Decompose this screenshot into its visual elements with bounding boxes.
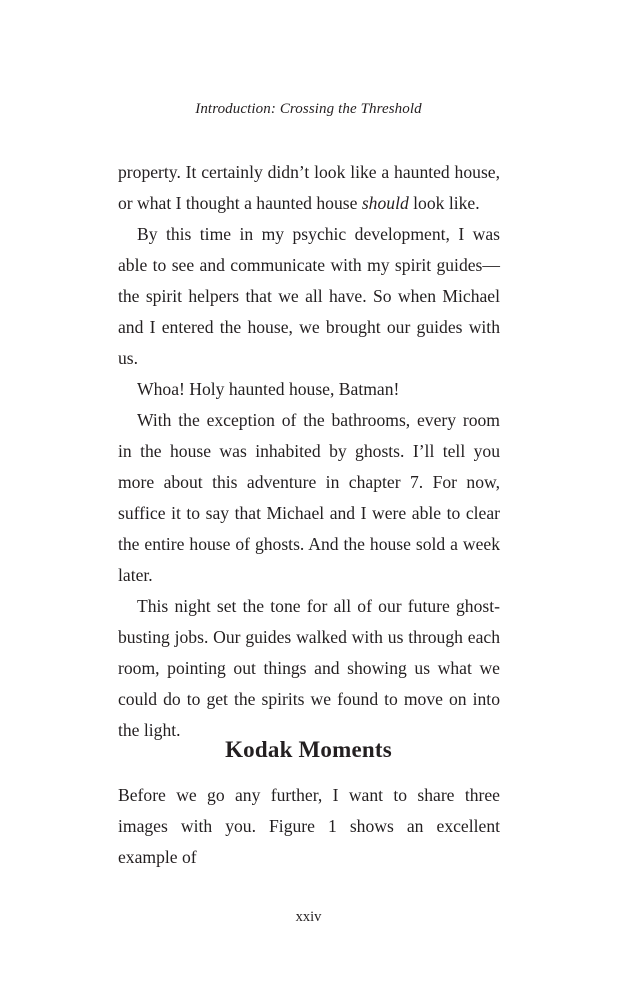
paragraph: By this time in my psychic development, I was able to see and communicate with my spirit guides—the spirit helpers that we all have. So when Michael and I entered the house, we brought our guides with us. (118, 224, 500, 368)
paragraph: Before we go any further, I want to share three images with you. Figure 1 shows an excellent example of (118, 785, 500, 867)
body-text (118, 157, 500, 746)
paragraph: With the exception of the bathrooms, every room in the house was inhabited by ghosts. I’ll tell you more about this adventure in chapter 7. For now, suffice it to say that Michael and I were able to clear the entire house of ghosts. And the house sold a week later. (118, 410, 500, 585)
paragraph-text: look like. (408, 193, 480, 213)
paragraph (118, 157, 500, 219)
page-number: xxiv (295, 909, 322, 925)
paragraph-text: property. It certainly didn’t look like a haunted house, or what I thought a haunted house (118, 162, 500, 213)
paragraph: This night set the tone for all of our future ghost-busting jobs. Our guides walked with us through each room, pointing out things and showing us what we could do to get the spirits we found to move on into the light. (118, 596, 500, 740)
paragraph: Whoa! Holy haunted house, Batman! (137, 379, 400, 399)
section-heading: Kodak Moments (225, 737, 392, 762)
running-head: Introduction: Crossing the Threshold (195, 101, 422, 117)
emphasized-word: should (361, 193, 409, 213)
section-body-text (118, 780, 500, 873)
